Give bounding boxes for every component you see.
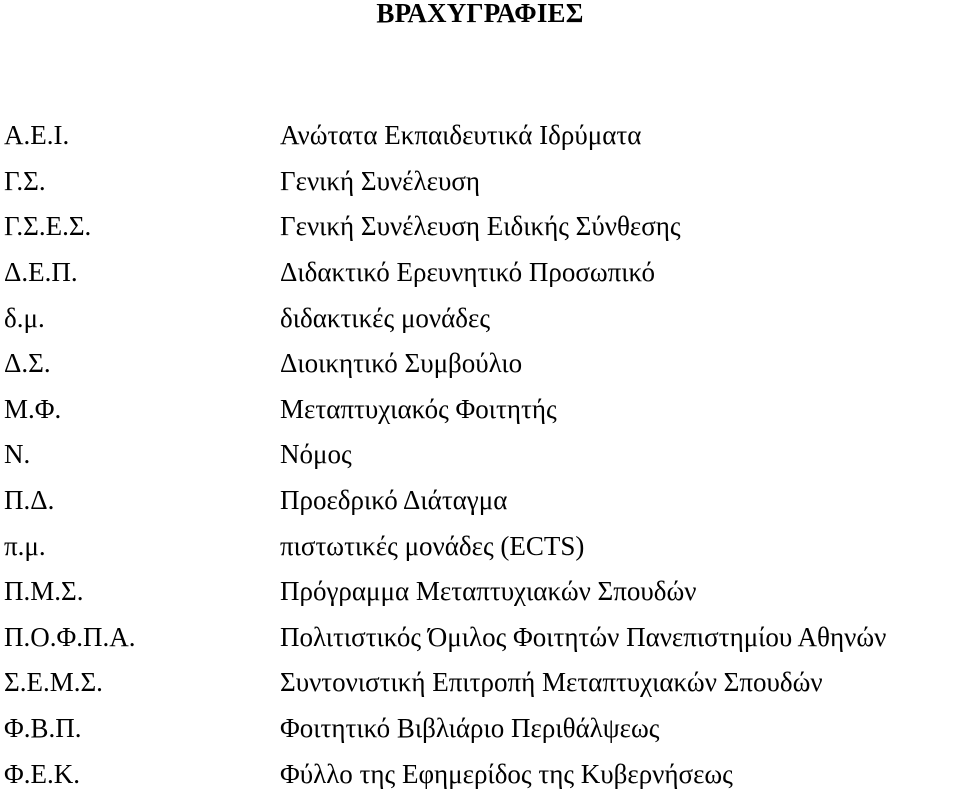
abbreviation-meaning: Συντονιστική Επιτροπή Μεταπτυχιακών Σπουδών — [280, 667, 823, 698]
abbreviation-meaning: Φύλλο της Εφημερίδος της Κυβερνήσεως — [280, 758, 733, 789]
abbreviation-row — [4, 478, 960, 524]
abbreviation-row — [4, 159, 960, 205]
abbreviation-row — [4, 569, 960, 615]
abbreviation-code: π.μ. — [4, 530, 46, 561]
abbreviation-meaning: Γενική Συνέλευση Ειδικής Σύνθεσης — [280, 211, 681, 242]
abbreviation-meaning: Νόμος — [280, 439, 352, 470]
abbreviation-row — [4, 204, 960, 250]
abbreviation-code: Σ.Ε.Μ.Σ. — [4, 667, 103, 698]
abbreviation-meaning: Διδακτικό Ερευνητικό Προσωπικό — [280, 257, 656, 288]
abbreviation-meaning: Μεταπτυχιακός Φοιτητής — [280, 393, 557, 424]
abbreviation-row — [4, 432, 960, 478]
abbreviation-code: Φ.Β.Π. — [4, 713, 82, 744]
abbreviation-code: Ν. — [4, 439, 31, 470]
abbreviation-meaning: Γενική Συνέλευση — [280, 165, 480, 196]
abbreviation-meaning: Ανώτατα Εκπαιδευτικά Ιδρύματα — [280, 120, 642, 151]
abbreviation-code: Α.Ε.Ι. — [4, 120, 70, 151]
abbreviation-code: Π.Μ.Σ. — [4, 576, 84, 607]
abbreviation-row — [4, 295, 960, 341]
abbreviation-meaning: διδακτικές μονάδες — [280, 302, 491, 333]
abbreviation-meaning: Διοικητικό Συμβούλιο — [280, 348, 523, 379]
abbreviation-code: Δ.Ε.Π. — [4, 257, 78, 288]
abbreviation-meaning: Προεδρικό Διάταγμα — [280, 485, 508, 516]
abbreviation-row — [4, 751, 960, 797]
abbreviation-code: Π.Ο.Φ.Π.Α. — [4, 621, 136, 652]
abbreviation-row — [4, 660, 960, 706]
abbreviation-code: δ.μ. — [4, 302, 45, 333]
abbreviation-code: Δ.Σ. — [4, 348, 51, 379]
page-title: ΒΡΑΧΥΓΡΑΦΙΕΣ — [376, 0, 584, 28]
abbreviation-list — [4, 113, 960, 797]
abbreviation-meaning: Πρόγραμμα Μεταπτυχιακών Σπουδών — [280, 576, 697, 607]
abbreviation-code: Μ.Φ. — [4, 393, 62, 424]
abbreviation-row — [4, 250, 960, 296]
abbreviation-code: Π.Δ. — [4, 485, 55, 516]
abbreviation-row — [4, 523, 960, 569]
abbreviation-row — [4, 341, 960, 387]
abbreviation-code: Γ.Σ.Ε.Σ. — [4, 211, 92, 242]
abbreviation-meaning: Πολιτιστικός Όμιλος Φοιτητών Πανεπιστημίου Αθηνών — [280, 621, 887, 652]
abbreviation-code: Φ.Ε.Κ. — [4, 758, 80, 789]
abbreviation-code: Γ.Σ. — [4, 165, 46, 196]
abbreviation-meaning: πιστωτικές μονάδες (ECTS) — [280, 530, 585, 561]
abbreviation-row — [4, 706, 960, 752]
abbreviation-row — [4, 387, 960, 433]
abbreviation-meaning: Φοιτητικό Βιβλιάριο Περιθάλψεως — [280, 713, 660, 744]
abbreviation-row — [4, 113, 960, 159]
abbreviation-row — [4, 615, 960, 661]
